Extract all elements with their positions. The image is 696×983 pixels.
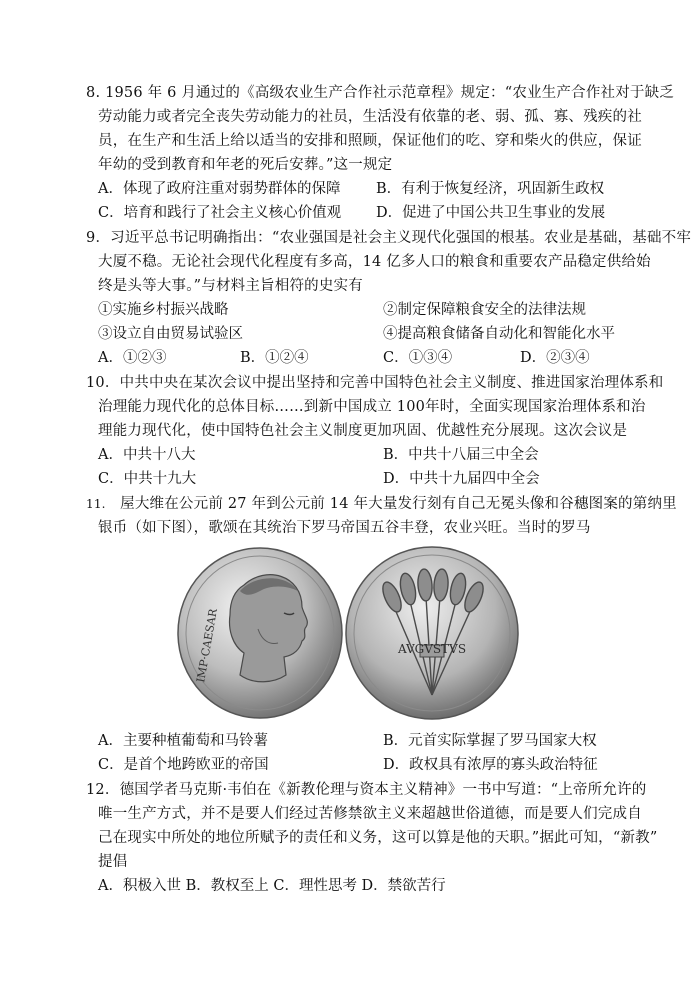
q8-option-a: A．体现了政府注重对弱势群体的保障 (98, 181, 341, 197)
q8-line-1: 8. 1956 年 6 月通过的《高级农业生产合作社示范章程》规定：“农业生产合作社对于缺乏 (86, 85, 675, 101)
q11-option-c: C．是首个地跨欧亚的帝国 (98, 757, 269, 773)
denarius-coins-image (174, 545, 524, 720)
q12-line-2: 唯一生产方式，并不是要人们经过苦修禁欲主义来超越世俗道德，而是要人们完成自 (98, 806, 642, 822)
q9-item-2: ②制定保障粮食安全的法律法规 (383, 302, 586, 318)
q11-option-d: D．政权具有浓厚的寡头政治特征 (383, 757, 598, 773)
q9-line-1: 9．习近平总书记明确指出：“农业强国是社会主义现代化强国的根基。农业是基础，基础不牢 (86, 230, 692, 246)
q11-option-b: B．元首实际掌握了罗马国家大权 (383, 733, 597, 749)
q12-text-1: 德国学者马克斯·韦伯在《新教伦理与资本主义精神》一书中写道：“上帝所允许的 (119, 782, 647, 798)
q8-text-1: 1956 年 6 月通过的《高级农业生产合作社示范章程》规定：“农业生产合作社对于缺乏 (105, 85, 675, 101)
q9-option-c: C．①③④ (383, 350, 453, 366)
q9-option-b: B．①②④ (240, 350, 309, 366)
q10-option-c: C．中共十九大 (98, 471, 197, 487)
q9-number: 9 (86, 230, 96, 246)
q12-number: 12 (86, 782, 105, 798)
q10-line-3: 理能力现代化，使中国特色社会主义制度更加巩固、优越性充分展现。这次会议是 (98, 423, 628, 439)
q8-line-3: 员，在生产和生活上给以适当的安排和照顾，保证他们的吃、穿和柴火的供应，保证 (98, 133, 642, 149)
q9-item-3: ③设立自由贸易试验区 (98, 326, 243, 342)
q10-line-2: 治理能力现代化的总体目标……到新中国成立 100年时，全面实现国家治理体系和治 (98, 399, 646, 415)
q10-number: 10 (86, 375, 105, 391)
q12-line-3: 己在现实中所处的地位所赋予的责任和义务，这可以算是他的天职。”据此可知，“新教” (98, 830, 658, 846)
q12-line-1: 12．德国学者马克斯·韦伯在《新教伦理与资本主义精神》一书中写道：“上帝所允许的 (86, 782, 647, 798)
q8-number: 8 (86, 85, 96, 101)
q12-line-4: 提倡 (98, 854, 128, 870)
q10-option-b: B．中共十八届三中全会 (383, 447, 539, 463)
q9-line-2: 大厦不稳。无论社会现代化程度有多高，14 亿多人口的粮食和重要农产品稳定供给始 (98, 254, 651, 270)
q8-option-d: D．促进了中国公共卫生事业的发展 (376, 205, 606, 221)
q9-item-4: ④提高粮食储备自动化和智能化水平 (383, 326, 615, 342)
coin-obverse (178, 548, 342, 718)
q11-number: 11. (86, 497, 106, 511)
q10-option-a: A．中共十八大 (98, 447, 196, 463)
q9-option-a: A．①②③ (98, 350, 167, 366)
coin-reverse (346, 547, 518, 719)
q10-option-d: D．中共十九届四中全会 (383, 471, 540, 487)
q11-text-1: 屋大维在公元前 27 年到公元前 14 年大量发行刻有自己无冕头像和谷穗图案的第纳里 (120, 496, 677, 512)
q8-option-c: C．培育和践行了社会主义核心价值观 (98, 205, 342, 221)
q9-option-d: D．②③④ (520, 350, 590, 366)
q10-line-1: 10．中共中央在某次会议中提出坚持和完善中国特色社会主义制度、推进国家治理体系和 (86, 375, 664, 391)
q8-option-b: B．有利于恢复经济，巩固新生政权 (376, 181, 605, 197)
q8-line-4: 年幼的受到教育和年老的死后安葬。”这一规定 (98, 157, 393, 173)
q9-line-3: 终是头等大事。”与材料主旨相符的史实有 (98, 278, 363, 294)
q9-text-1: 习近平总书记明确指出：“农业强国是社会主义现代化强国的根基。农业是基础，基础不牢 (110, 230, 692, 246)
q9-item-1: ①实施乡村振兴战略 (98, 302, 229, 318)
q11-line-2: 银币（如下图），歌颂在其统治下罗马帝国五谷丰登，农业兴旺。当时的罗马 (98, 520, 591, 536)
q11-line-1 (86, 495, 677, 513)
coin-reverse-legend: AVGVSTVS (397, 642, 467, 656)
q12-options: A．积极入世 B．教权至上 C．理性思考 D．禁欲苦行 (98, 878, 446, 894)
q8-line-2: 劳动能力或者完全丧失劳动能力的社员，生活没有依靠的老、弱、孤、寡、残疾的社 (98, 109, 642, 125)
q10-text-1: 中共中央在某次会议中提出坚持和完善中国特色社会主义制度、推进国家治理体系和 (119, 375, 664, 391)
q11-option-a: A．主要种植葡萄和马铃薯 (98, 733, 268, 749)
coin-obverse-legend: IMP·CAESAR (194, 607, 220, 684)
